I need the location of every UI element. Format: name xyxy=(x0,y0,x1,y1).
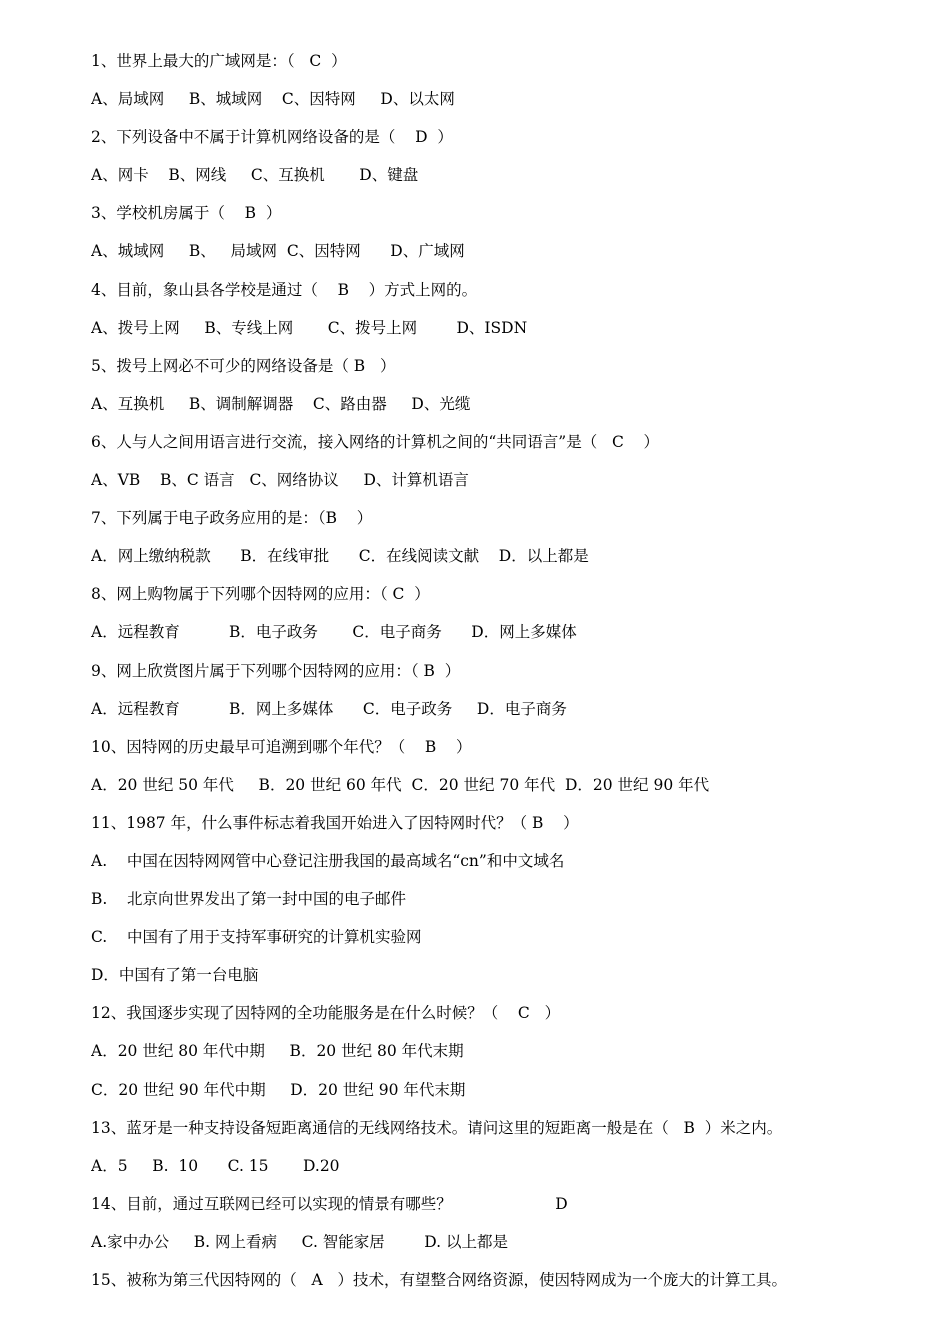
question-11-option-b: B. 北京向世界发出了第一封中国的电子邮件 xyxy=(91,890,407,909)
question-3-options: A、城域网 B、 局域网 C、因特网 D、广域网 xyxy=(91,242,465,261)
question-4-options: A、拨号上网 B、专线上网 C、拨号上网 D、ISDN xyxy=(91,318,528,337)
question-12-options-ab: A．20 世纪 80 年代中期 B．20 世纪 80 年代末期 xyxy=(91,1042,464,1061)
document-page xyxy=(91,48,911,1305)
question-2: 2、下列设备中不属于计算机网络设备的是（ D ） xyxy=(91,128,453,147)
question-11: 11、1987 年，什么事件标志着我国开始进入了因特网时代？（ B ） xyxy=(91,813,579,832)
question-7: 7、下列属于电子政务应用的是：（B ） xyxy=(91,509,373,528)
question-10: 10、因特网的历史最早可追溯到哪个年代？（ B ） xyxy=(91,737,472,756)
question-6-options: A、VB B、C 语言 C、网络协议 D、计算机语言 xyxy=(91,471,469,490)
question-5: 5、拨号上网必不可少的网络设备是（ B ） xyxy=(91,356,396,375)
question-12-options-cd: C．20 世纪 90 年代中期 D．20 世纪 90 年代末期 xyxy=(91,1080,466,1099)
question-4: 4、目前，象山县各学校是通过（ B ）方式上网的。 xyxy=(91,280,478,299)
question-12: 12、我国逐步实现了因特网的全功能服务是在什么时候？（ C ） xyxy=(91,1004,561,1023)
question-2-options: A、网卡 B、网线 C、互换机 D、键盘 xyxy=(91,166,419,185)
question-11-option-c: C. 中国有了用于支持军事研究的计算机实验网 xyxy=(91,928,422,947)
question-15: 15、被称为第三代因特网的（ A ）技术，有望整合网络资源，使因特网成为一个庞大的计算工具。 xyxy=(91,1271,787,1289)
question-10-options: A．20 世纪 50 年代 B．20 世纪 60 年代 C．20 世纪 70 年代 D．20 世纪 90 年代 xyxy=(91,775,710,794)
question-13: 13、蓝牙是一种支持设备短距离通信的无线网络技术。请问这里的短距离一般是在（ B ）米之内。 xyxy=(91,1118,783,1137)
question-9-options: A．远程教育 B．网上多媒体 C．电子政务 D．电子商务 xyxy=(91,699,567,718)
question-7-options: A．网上缴纳税款 B．在线审批 C．在线阅读文献 D．以上都是 xyxy=(91,547,589,566)
question-8-options: A．远程教育 B．电子政务 C．电子商务 D．网上多媒体 xyxy=(91,623,577,642)
question-8: 8、网上购物属于下列哪个因特网的应用：（ C ） xyxy=(91,585,430,604)
question-9: 9、网上欣赏图片属于下列哪个因特网的应用：（ B ） xyxy=(91,661,461,680)
question-5-options: A、互换机 B、调制解调器 C、路由器 D、光缆 xyxy=(91,394,471,413)
question-14-options: A.家中办公 B. 网上看病 C. 智能家居 D. 以上都是 xyxy=(91,1232,508,1251)
question-6: 6、人与人之间用语言进行交流，接入网络的计算机之间的“共同语言”是（ C ） xyxy=(91,432,660,451)
question-1: 1、世界上最大的广域网是：（ C ） xyxy=(91,52,347,70)
question-11-option-a: A. 中国在因特网网管中心登记注册我国的最高域名“cn”和中文域名 xyxy=(91,851,565,870)
question-1-options: A、局域网 B、城域网 C、因特网 D、以太网 xyxy=(91,90,455,109)
question-13-options: A．5 B. 10 C. 15 D.20 xyxy=(91,1156,340,1175)
question-3: 3、学校机房属于（ B ） xyxy=(91,204,282,223)
question-11-option-d: D．中国有了第一台电脑 xyxy=(91,966,259,985)
question-14: 14、目前，通过互联网已经可以实现的情景有哪些？ D xyxy=(91,1194,568,1213)
